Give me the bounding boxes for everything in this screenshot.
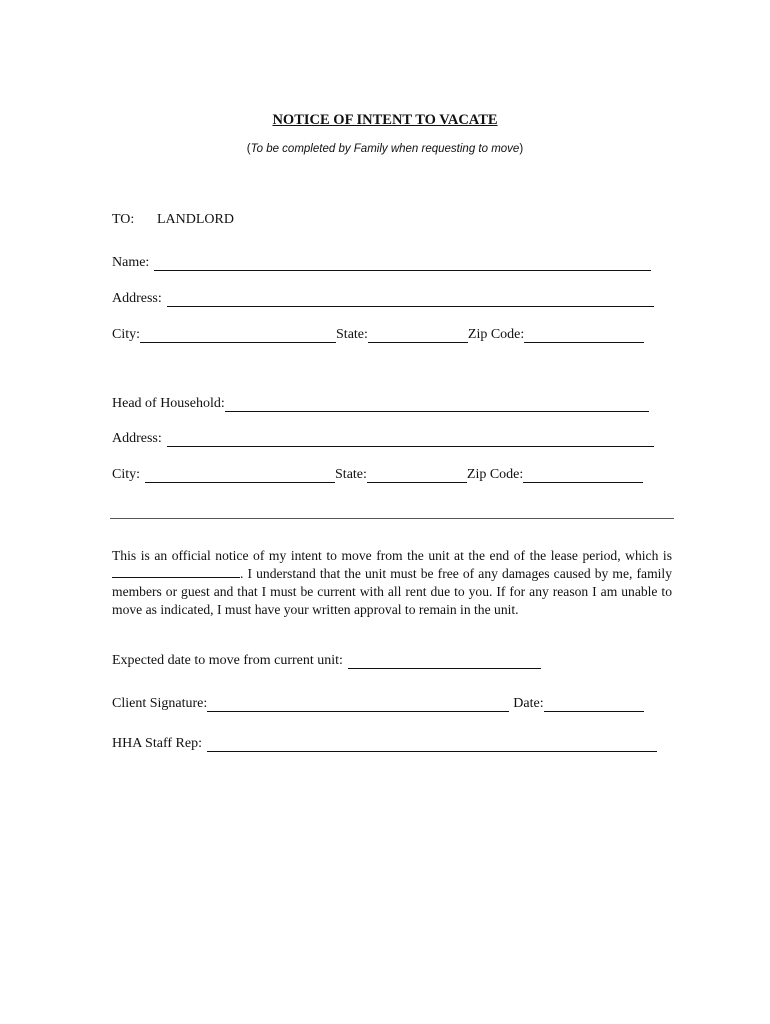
household-zip-label: Zip Code: [466, 467, 524, 482]
state-label: State: [336, 327, 368, 342]
household-city-line[interactable] [145, 468, 335, 483]
notice-paragraph [112, 547, 672, 619]
head-of-household-field [112, 396, 649, 412]
household-address-field [112, 431, 654, 447]
date-label: Date: [513, 696, 544, 711]
notice-text-part2: . I understand that the unit must be free of any damages caused by me, family members or guest and that I must be current with all rent due to you. If for any reason I am unable to move as indicated, I must have your written approval to remain in the unit. [112, 566, 672, 617]
name-field [112, 255, 651, 271]
recipient-value: LANDLORD [157, 212, 234, 227]
head-of-household-line[interactable] [225, 397, 649, 412]
subtitle-text: To be completed by Family when requesting to move [250, 143, 520, 155]
date-line[interactable] [544, 697, 644, 712]
city-state-zip-field [112, 327, 644, 343]
household-state-label: State: [335, 467, 367, 482]
client-signature-line[interactable] [207, 697, 509, 712]
subtitle-close-paren: ) [519, 143, 524, 155]
form-title: NOTICE OF INTENT TO VACATE [272, 112, 498, 128]
address-label: Address: [112, 291, 162, 306]
state-line[interactable] [368, 328, 468, 343]
household-city-state-zip-field [112, 467, 643, 483]
household-address-label: Address: [112, 431, 162, 446]
recipient-row [112, 212, 234, 228]
subtitle-open-paren: ( [246, 143, 251, 155]
household-state-line[interactable] [367, 468, 467, 483]
zip-line[interactable] [524, 328, 644, 343]
name-line[interactable] [154, 256, 651, 271]
expected-date-line[interactable] [348, 654, 541, 669]
section-divider [110, 518, 674, 519]
address-field [112, 291, 654, 307]
household-zip-line[interactable] [523, 468, 643, 483]
address-line[interactable] [167, 292, 654, 307]
household-city-label: City: [112, 467, 141, 482]
city-line[interactable] [140, 328, 336, 343]
staff-rep-line[interactable] [207, 737, 657, 752]
household-address-line[interactable] [167, 432, 654, 447]
to-label: TO: [112, 212, 135, 227]
zip-label: Zip Code: [467, 327, 525, 342]
expected-date-field [112, 653, 541, 669]
signature-date-field [112, 696, 644, 712]
client-signature-label: Client Signature: [112, 696, 208, 711]
name-label: Name: [112, 255, 150, 270]
notice-text-part1: This is an official notice of my intent to move from the unit at the end of the lease period, which is [112, 548, 672, 563]
staff-rep-field [112, 736, 657, 752]
city-label: City: [112, 327, 141, 342]
staff-rep-label: HHA Staff Rep: [112, 736, 202, 751]
expected-date-label: Expected date to move from current unit: [112, 653, 343, 668]
form-subtitle [0, 143, 770, 155]
lease-end-date-line[interactable] [112, 565, 240, 578]
head-of-household-label: Head of Household: [112, 396, 225, 411]
